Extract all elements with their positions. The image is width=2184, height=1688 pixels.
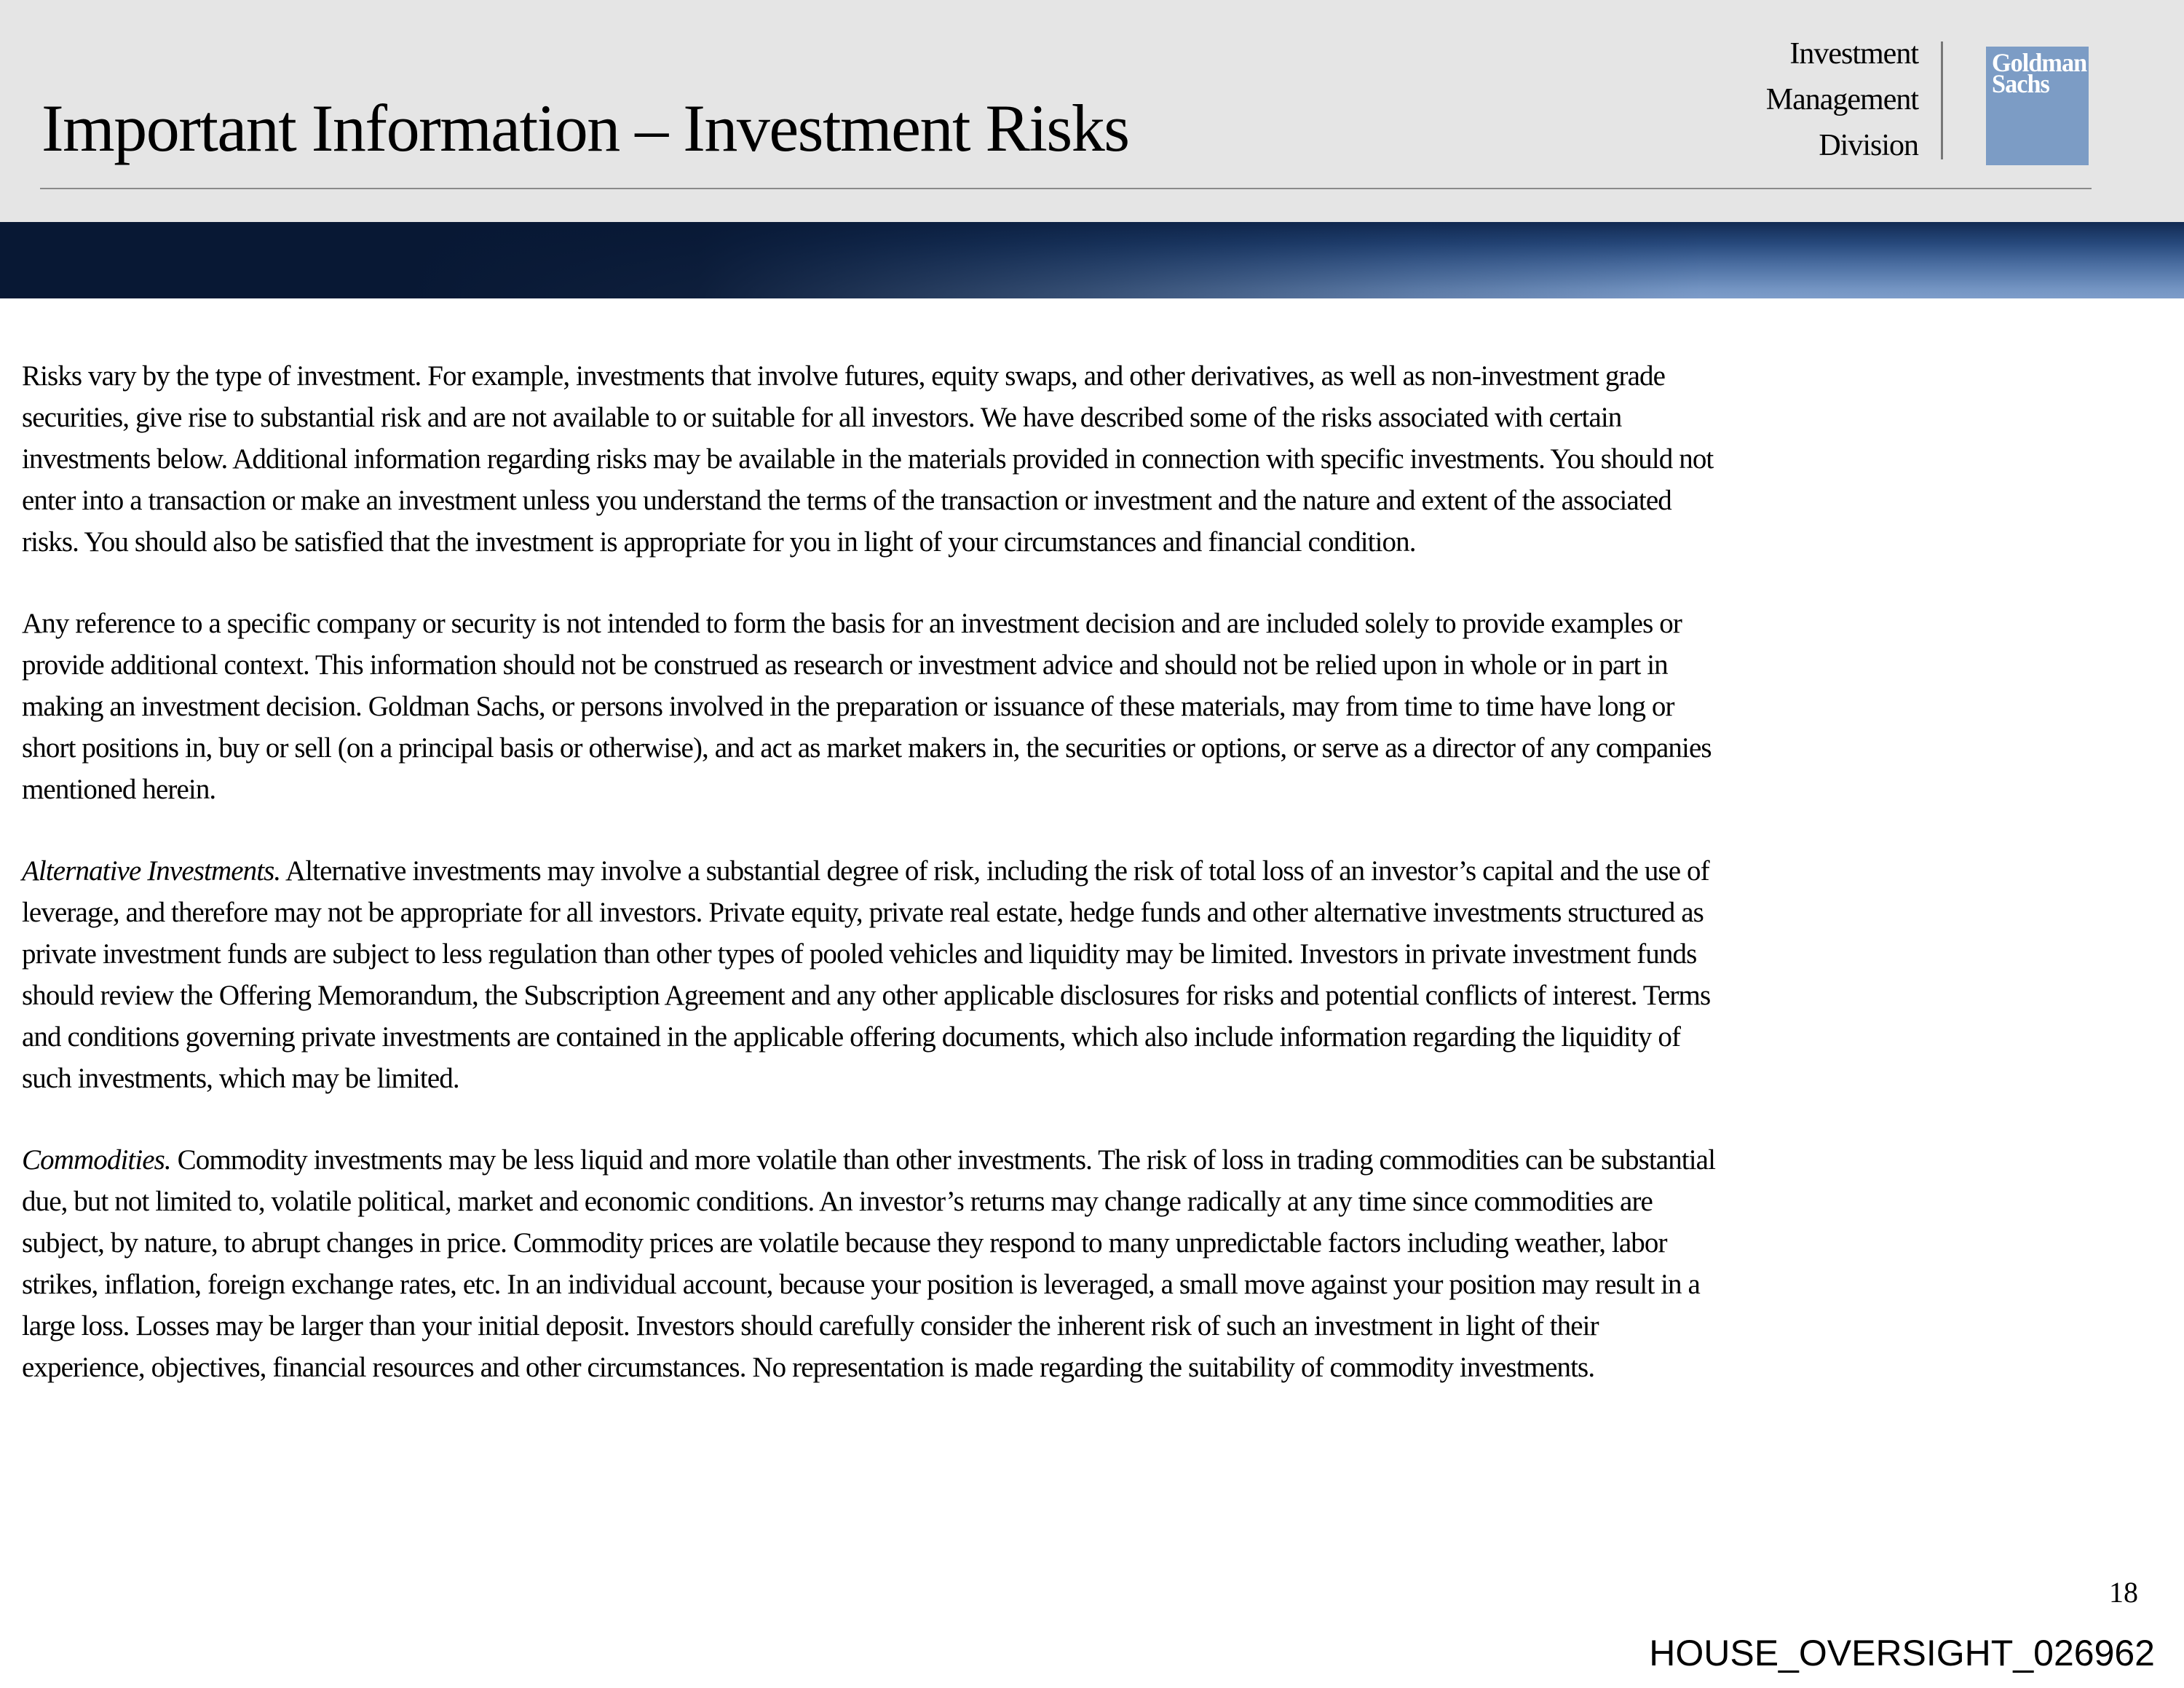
slide-header: [0, 0, 2184, 222]
paragraph-line: should review the Offering Memorandum, the Subscription Agreement and any other applicable disclosures for risks and potential conflicts of interest. Terms: [22, 980, 1711, 1011]
page-number: 18: [2109, 1576, 2138, 1609]
paragraph-line: short positions in, buy or sell (on a principal basis or otherwise), and act as market makers in, the securities or options, or serve as a director of any companies: [22, 732, 1712, 764]
page-title: Important Information – Investment Risks: [41, 91, 1129, 165]
paragraph-line: strikes, inflation, foreign exchange rates, etc. In an individual account, because your position is leveraged, a small move against your position may result in a: [22, 1269, 1700, 1300]
paragraph: [22, 355, 2169, 563]
paragraph-line: securities, give rise to substantial risk and are not available to or suitable for all investors. We have described some of the risks associated with certain: [22, 402, 1622, 433]
paragraph-lead-italic: Commodities.: [22, 1144, 171, 1176]
paragraph-line: Risks vary by the type of investment. For example, investments that involve futures, equity swaps, and other derivatives, as well as non-investment grade: [22, 360, 1666, 392]
paragraph-line-text: Commodity investments may be less liquid and more volatile than other investments. The risk of loss in trading commodities can be substantial: [170, 1144, 1716, 1176]
paragraph-line: Any reference to a specific company or security is not intended to form the basis for an investment decision and are included solely to provide examples or: [22, 608, 1682, 639]
paragraph-line: leverage, and therefore may not be appropriate for all investors. Private equity, private real estate, hedge funds and other alternative investments structured as: [22, 897, 1704, 928]
paragraph: [22, 1139, 2169, 1388]
goldman-sachs-logo-line1: Goldman: [1992, 48, 2087, 77]
paragraph-line: and conditions governing private investments are contained in the applicable offering documents, which also include information regarding the liquidity of: [22, 1021, 1681, 1053]
paragraph-line: enter into a transaction or make an investment unless you understand the terms of the transaction or investment and the nature and extent of the associated: [22, 485, 1671, 516]
header-divider-line: [1941, 41, 1943, 159]
paragraph-line: risks. You should also be satisfied that the investment is appropriate for you in light of your circumstances and financial condition.: [22, 526, 1416, 558]
paragraph-line: subject, by nature, to abrupt changes in price. Commodity prices are volatile because they respond to many unpredictable factors including weather, labor: [22, 1227, 1667, 1259]
paragraph-line: provide additional context. This information should not be construed as research or investment advice and should not be relied upon in whole or in part in: [22, 649, 1668, 681]
paragraph-line: [22, 1139, 2169, 1181]
goldman-sachs-logo: [1986, 47, 2089, 165]
paragraph-line: private investment funds are subject to less regulation than other types of pooled vehicles and liquidity may be limited. Investors in private investment funds: [22, 938, 1697, 970]
title-underline: [40, 188, 2092, 189]
paragraph-line: mentioned herein.: [22, 774, 216, 805]
division-label: [1766, 31, 1918, 169]
paragraph: [22, 850, 2169, 1099]
paragraph-line: due, but not limited to, volatile political, market and economic conditions. An investor’s returns may change radically at any time since commodities are: [22, 1186, 1653, 1217]
division-line: Division: [1819, 129, 1918, 162]
paragraph-line: making an investment decision. Goldman Sachs, or persons involved in the preparation or issuance of these materials, may from time to time have long or: [22, 691, 1674, 722]
gradient-banner: [0, 222, 2184, 298]
paragraph-line-text: Alternative investments may involve a substantial degree of risk, including the risk of total loss of an investor’s capital and the use of: [280, 855, 1709, 887]
paragraph-line: investments below. Additional information regarding risks may be available in the materials provided in connection with specific investments. You should not: [22, 443, 1714, 475]
paragraph-line: experience, objectives, financial resources and other circumstances. No representation is made regarding the suitability of commodity investments.: [22, 1352, 1595, 1383]
paragraph: [22, 603, 2169, 810]
paragraph-line: large loss. Losses may be larger than your initial deposit. Investors should carefully consider the inherent risk of such an investment in light of their: [22, 1310, 1599, 1342]
disclaimer-text: [22, 355, 2169, 1428]
paragraph-line: [22, 850, 2169, 892]
division-line: Investment: [1789, 37, 1918, 71]
paragraph-line: such investments, which may be limited.: [22, 1063, 459, 1094]
paragraph-lead-italic: Alternative Investments.: [22, 855, 281, 887]
division-line: Management: [1765, 83, 1918, 116]
goldman-sachs-logo-line2: Sachs: [1992, 69, 2049, 98]
bates-number: HOUSE_OVERSIGHT_026962: [1649, 1633, 2155, 1673]
